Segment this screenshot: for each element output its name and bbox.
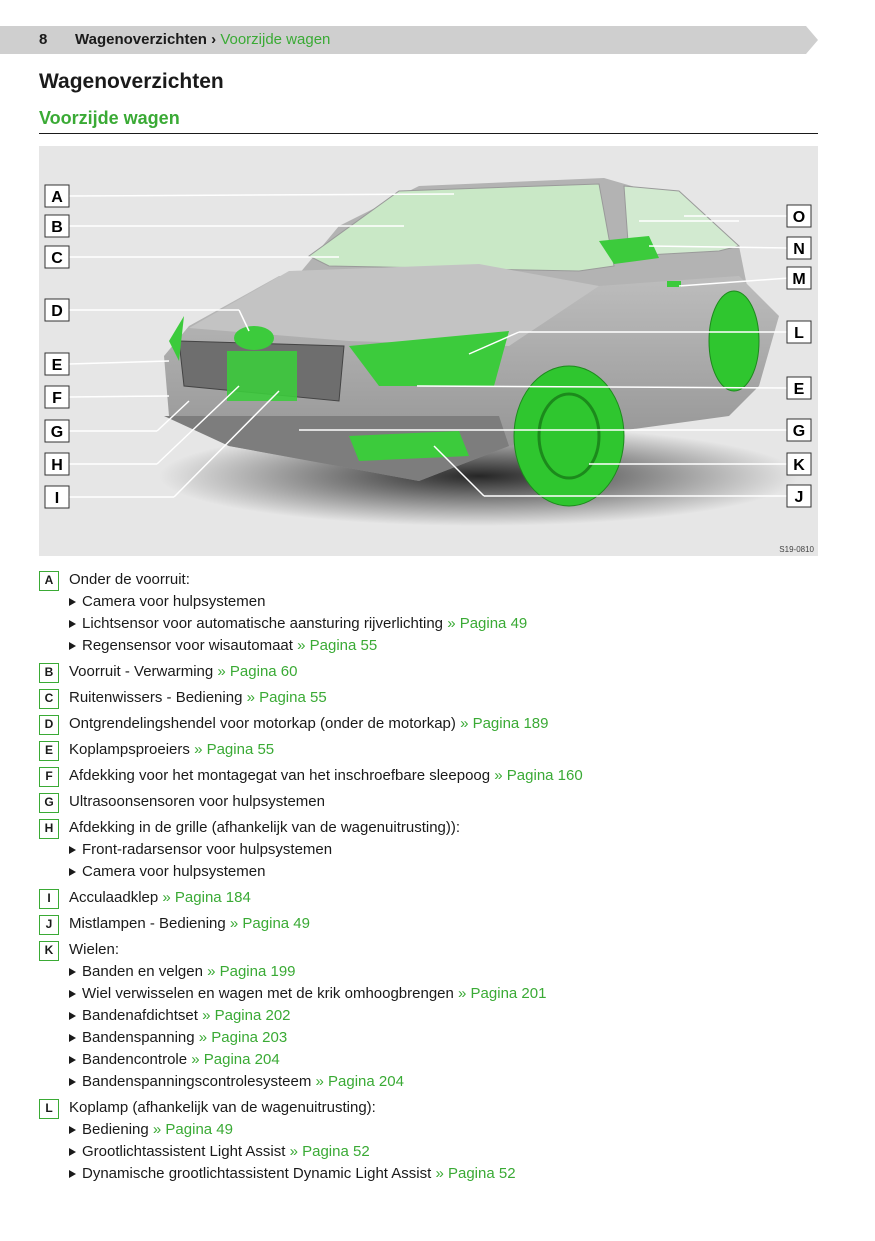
legend-key: I — [39, 889, 59, 909]
svg-text:G: G — [50, 424, 64, 441]
legend-subitem-text: Dynamische grootlichtassistent Dynamic Light Assist — [82, 1165, 432, 1182]
legend-text: Onder de voorruit: — [69, 571, 190, 588]
legend-text: Acculaadklep — [69, 889, 159, 906]
legend-subitem-text: Lichtsensor voor automatische aansturing rijverlichting — [82, 615, 444, 632]
legend-key: H — [39, 819, 59, 839]
legend-key: B — [39, 663, 59, 683]
legend-subitem — [69, 961, 829, 983]
legend-key: E — [39, 741, 59, 761]
legend-text: Voorruit - Verwarming — [69, 663, 214, 680]
svg-text:F: F — [52, 390, 62, 407]
hood-badge — [234, 326, 274, 350]
page-reference-link[interactable]: » Pagina 204 — [191, 1051, 280, 1068]
legend-key: D — [39, 715, 59, 735]
callout-e-left — [45, 353, 69, 375]
callout-j — [787, 485, 811, 507]
callout-o — [787, 205, 811, 227]
legend-subitem-text: Banden en velgen — [82, 963, 203, 980]
legend-text: Afdekking in de grille (afhankelijk van de wagenuitrusting)): — [69, 819, 461, 836]
legend-key: C — [39, 689, 59, 709]
legend-text: Ruitenwissers - Bediening — [69, 689, 243, 706]
legend-subitem — [69, 839, 829, 861]
page-reference-link[interactable]: » Pagina 49 — [447, 615, 528, 632]
callout-d — [45, 299, 69, 321]
legend-subitem — [69, 1119, 829, 1141]
rear-wheel — [709, 291, 759, 391]
legend-key: G — [39, 793, 59, 813]
callout-i — [45, 486, 69, 508]
svg-text:E: E — [51, 357, 63, 374]
legend-item-c — [39, 687, 829, 709]
grille-cover — [227, 351, 297, 401]
legend-item-k — [39, 939, 829, 1093]
callout-e-right — [787, 377, 811, 399]
legend-key: J — [39, 915, 59, 935]
page-reference-link[interactable]: » Pagina 199 — [207, 963, 296, 980]
legend-subitem-text: Camera voor hulpsystemen — [82, 863, 266, 880]
door-handle — [667, 281, 681, 287]
washer-nozzle — [401, 378, 423, 386]
svg-text:I: I — [54, 490, 60, 507]
page-reference-link[interactable]: » Pagina 55 — [246, 689, 327, 706]
legend-item-l — [39, 1097, 829, 1185]
legend-key: K — [39, 941, 59, 961]
page-reference-link[interactable]: » Pagina 201 — [458, 985, 547, 1002]
title-rule — [39, 133, 818, 134]
legend-text: Koplampsproeiers — [69, 741, 190, 758]
legend-item-i — [39, 887, 829, 909]
svg-text:E: E — [793, 381, 805, 398]
breadcrumb-subsection: Voorzijde wagen — [220, 31, 331, 48]
svg-text:C: C — [51, 250, 63, 267]
callout-g-right — [787, 419, 811, 441]
page-reference-link[interactable]: » Pagina 49 — [229, 915, 310, 932]
page-reference-link[interactable]: » Pagina 52 — [289, 1143, 370, 1160]
page-number: 8 — [39, 31, 48, 48]
windshield — [309, 184, 614, 271]
svg-text:D: D — [51, 303, 63, 320]
legend-subitem-text: Bediening — [82, 1121, 149, 1138]
breadcrumb — [75, 31, 330, 48]
legend-item-e — [39, 739, 829, 761]
svg-text:J: J — [794, 489, 804, 506]
legend-subitem — [69, 1141, 829, 1163]
svg-text:L: L — [794, 325, 804, 342]
svg-text:B: B — [51, 219, 63, 236]
callout-b — [45, 215, 69, 237]
legend-text: Wielen: — [69, 941, 120, 958]
legend-list — [39, 569, 829, 1189]
callout-f — [45, 386, 69, 408]
legend-text: Koplamp (afhankelijk van de wagenuitrusting): — [69, 1099, 376, 1116]
legend-subitem — [69, 613, 829, 635]
svg-text:M: M — [792, 271, 806, 288]
legend-text: Afdekking voor het montagegat van het inschroefbare sleepoog — [69, 767, 491, 784]
svg-text:G: G — [792, 423, 806, 440]
svg-text:O: O — [792, 209, 806, 226]
legend-subitem-text: Camera voor hulpsystemen — [82, 593, 266, 610]
page-reference-link[interactable]: » Pagina 203 — [198, 1029, 288, 1046]
legend-subitem — [69, 1163, 829, 1185]
page-reference-link[interactable]: » Pagina 160 — [494, 767, 583, 784]
legend-item-j — [39, 913, 829, 935]
page-reference-link[interactable]: » Pagina 52 — [435, 1165, 516, 1182]
svg-text:K: K — [793, 457, 805, 474]
legend-item-h — [39, 817, 829, 883]
legend-subitem-text: Bandenspanning — [82, 1029, 195, 1046]
legend-text: Ultrasoonsensoren voor hulpsystemen — [69, 793, 325, 810]
legend-subitem-text: Bandencontrole — [82, 1051, 188, 1068]
legend-key: F — [39, 767, 59, 787]
page-reference-link[interactable]: » Pagina 60 — [217, 663, 298, 680]
page-reference-link[interactable]: » Pagina 55 — [297, 637, 378, 654]
legend-subitem — [69, 861, 829, 883]
legend-subitem-text: Bandenspanningscontrolesysteem — [82, 1073, 312, 1090]
car-front-illustration — [39, 146, 818, 556]
legend-item-g — [39, 791, 829, 813]
callout-k — [787, 453, 811, 475]
legend-subitem — [69, 1071, 829, 1093]
callout-g-left — [45, 420, 69, 442]
page-reference-link[interactable]: » Pagina 202 — [202, 1007, 291, 1024]
page-title: Wagenoverzichten — [39, 70, 224, 93]
callout-a — [45, 185, 69, 207]
legend-subitem — [69, 1027, 829, 1049]
breadcrumb-section: Wagenoverzichten — [75, 31, 207, 48]
svg-text:A: A — [51, 189, 63, 206]
legend-subitem — [69, 983, 829, 1005]
legend-subitem-text: Front-radarsensor voor hulpsystemen — [82, 841, 333, 858]
section-title: Voorzijde wagen — [39, 108, 180, 128]
svg-text:H: H — [51, 457, 63, 474]
legend-subitem-text: Bandenafdichtset — [82, 1007, 198, 1024]
legend-subitem — [69, 635, 829, 657]
legend-item-b — [39, 661, 829, 683]
callout-m — [787, 267, 811, 289]
legend-text: Mistlampen - Bediening — [69, 915, 226, 932]
callout-n — [787, 237, 811, 259]
page-reference-link[interactable]: » Pagina 184 — [162, 889, 251, 906]
callout-l — [787, 321, 811, 343]
page-reference-link[interactable]: » Pagina 204 — [315, 1073, 404, 1090]
page-header — [0, 26, 818, 54]
page-reference-link[interactable]: » Pagina 189 — [460, 715, 549, 732]
page-reference-link[interactable]: » Pagina 55 — [194, 741, 275, 758]
legend-key: A — [39, 571, 59, 591]
legend-text: Ontgrendelingshendel voor motorkap (onder de motorkap) — [69, 715, 456, 732]
car-drawing — [39, 146, 818, 556]
legend-subitem — [69, 1049, 829, 1071]
legend-subitem-text: Regensensor voor wisautomaat — [82, 637, 293, 654]
breadcrumb-separator: › — [211, 31, 217, 48]
legend-subitem-text: Grootlichtassistent Light Assist — [82, 1143, 286, 1160]
legend-subitem — [69, 591, 829, 613]
legend-subitem — [69, 1005, 829, 1027]
callout-h — [45, 453, 69, 475]
legend-key: L — [39, 1099, 59, 1119]
page-reference-link[interactable]: » Pagina 49 — [152, 1121, 233, 1138]
svg-text:N: N — [793, 241, 805, 258]
figure-code: S19-0810 — [779, 545, 814, 554]
fog-light — [349, 431, 469, 461]
legend-item-d — [39, 713, 829, 735]
legend-item-f — [39, 765, 829, 787]
legend-subitem-text: Wiel verwisselen en wagen met de krik omhoogbrengen — [82, 985, 454, 1002]
callout-c — [45, 246, 69, 268]
legend-item-a — [39, 569, 829, 657]
